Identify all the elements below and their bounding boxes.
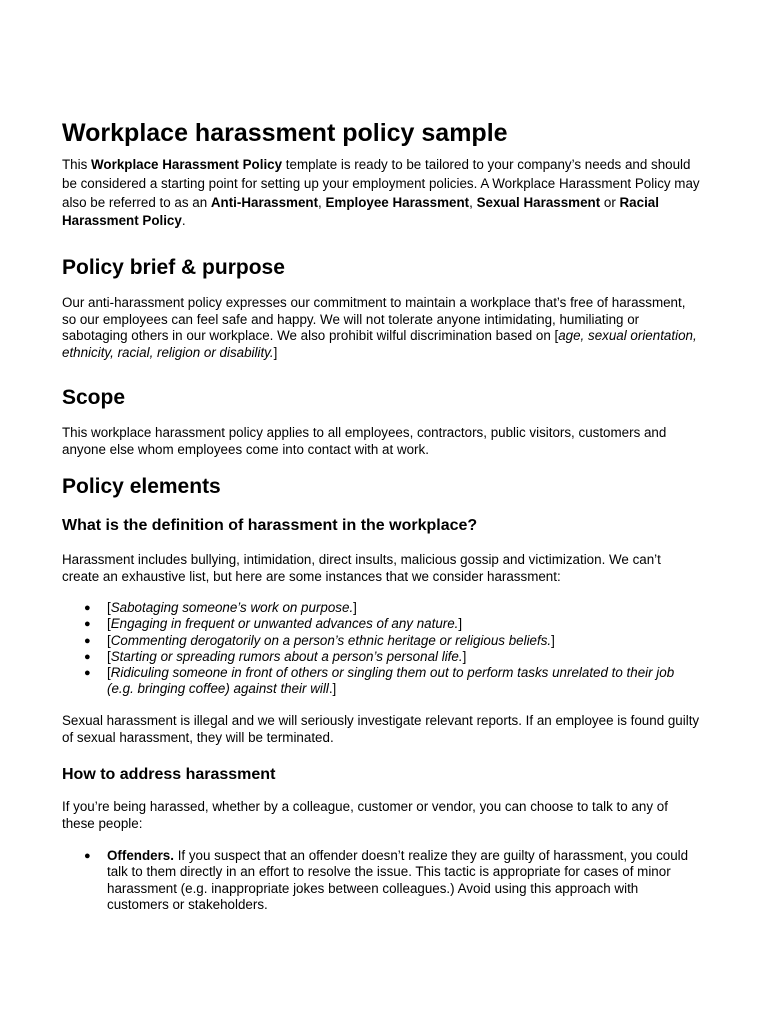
- section-heading-policy-elements: Policy elements: [62, 475, 221, 498]
- harassment-definition-paragraph: Harassment includes bullying, intimidation, direct insults, malicious gossip and victimization. We can’t create an exhaustive list, but here are some instances that we consider harassment:: [62, 552, 661, 584]
- policy-brief-paragraph: Our anti-harassment policy expresses our commitment to maintain a workplace that’s free of harassment, so our employees can feel safe and happy. We will not tolerate anyone intimidating, humiliating or sabotaging others in our workplace. We also prohibit wilful discrimination based on [age, sexual orientation, ethnicity, racial, religion or disability.]: [62, 295, 697, 360]
- harassment-examples-list: [62, 600, 700, 698]
- sexual-harassment-paragraph: Sexual harassment is illegal and we will seriously investigate relevant reports. If an employee is found guilty of sexual harassment, they will be terminated.: [62, 713, 700, 745]
- intro-paragraph: This Workplace Harassment Policy template is ready to be tailored to your company’s needs and should be considered a starting point for setting up your employment policies. A Workplace Harassment Policy may also be referred to as an Anti-Harassment, Employee Harassment, Sexual Harassment or Racial Harassment Policy.: [62, 157, 700, 229]
- list-item: ● [Commenting derogatorily on a person’s ethnic heritage or religious beliefs.]: [62, 633, 700, 649]
- scope-paragraph: This workplace harassment policy applies to all employees, contractors, public visitors, customers and anyone else whom employees come into contact with at work.: [62, 425, 667, 457]
- section-heading-scope: Scope: [62, 386, 126, 409]
- list-item: ● [Sabotaging someone’s work on purpose.]: [62, 600, 700, 616]
- section-heading-policy-brief: Policy brief & purpose: [62, 256, 285, 279]
- subheading-how-to-address: How to address harassment: [62, 766, 276, 783]
- list-item: ● [Starting or spreading rumors about a person’s personal life.]: [62, 649, 700, 665]
- address-options-list: [62, 848, 700, 913]
- how-to-address-paragraph: If you’re being harassed, whether by a colleague, customer or vendor, you can choose to talk to any of these people:: [62, 799, 668, 831]
- subheading-harassment-definition: What is the definition of harassment in the workplace?: [62, 517, 478, 534]
- document-title: Workplace harassment policy sample: [62, 119, 508, 147]
- list-item: ● [Engaging in frequent or unwanted advances of any nature.]: [62, 616, 700, 632]
- list-item: ● [Ridiculing someone in front of others or singling them out to perform tasks unrelated to their job (e.g. bringing coffee) against their will.]: [62, 665, 700, 698]
- list-item: ● Offenders. If you suspect that an offender doesn’t realize they are guilty of harassment, you could talk to them directly in an effort to resolve the issue. This tactic is appropriate for cases of minor harassment (e.g. inappropriate jokes between colleagues.) Avoid using this approach with customers or stakeholders.: [62, 848, 700, 913]
